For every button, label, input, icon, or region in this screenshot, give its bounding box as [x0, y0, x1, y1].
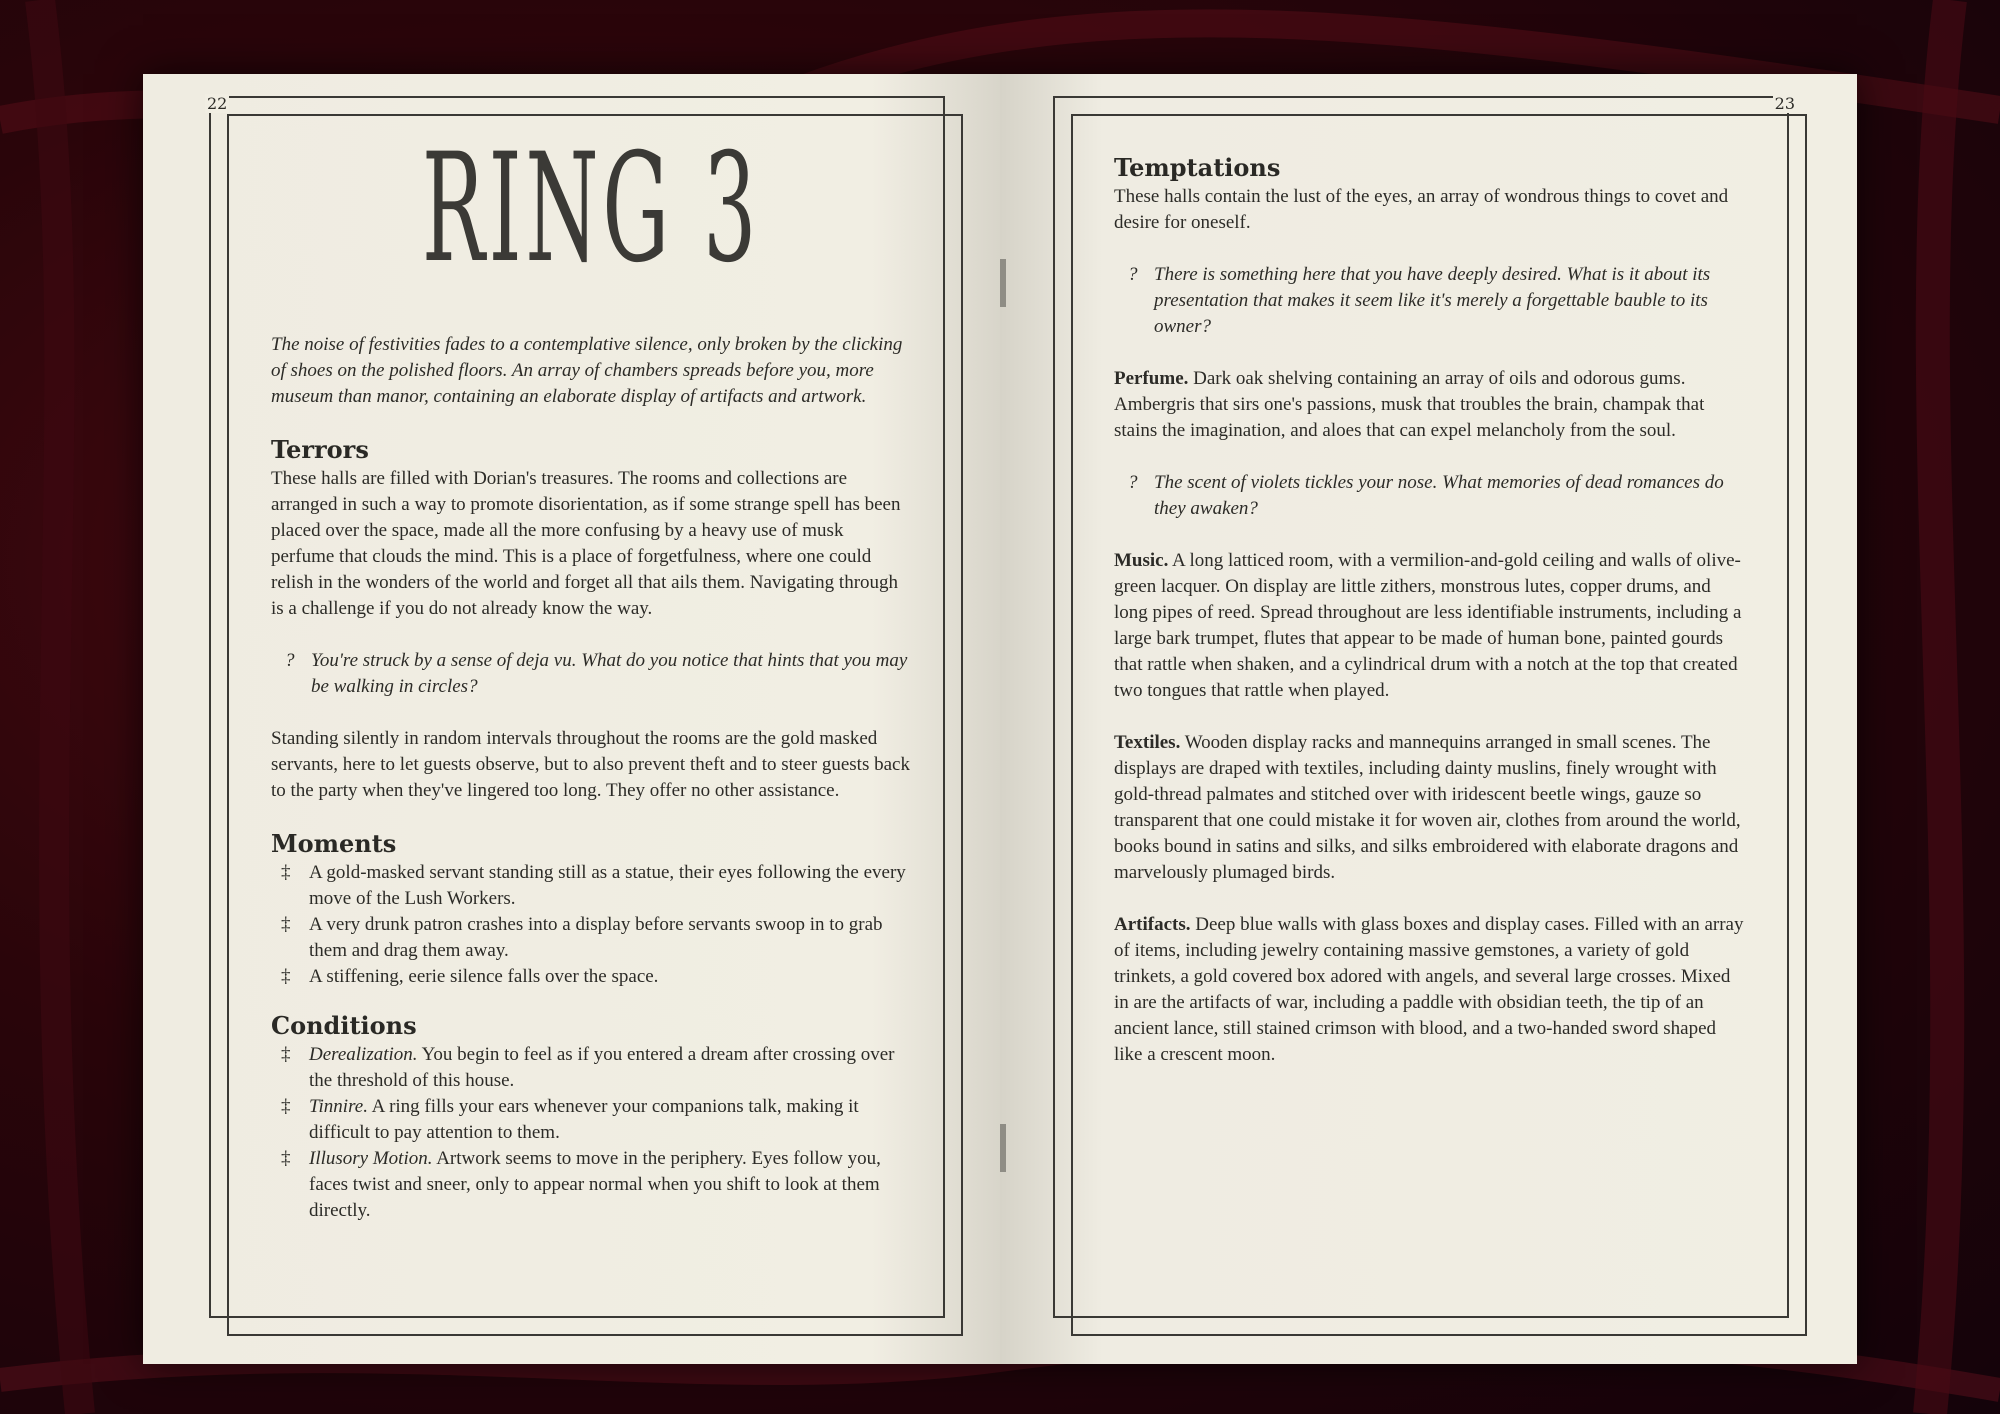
question-mark-icon: ?: [1128, 264, 1138, 285]
terrors-prompt: [285, 648, 911, 700]
condition-name: Illusory Motion.: [309, 1148, 433, 1169]
temptations-prompt: [1128, 262, 1744, 340]
entry-text: Dark oak shelving containing an array of oils and odorous gums. Ambergris that sirs one's passions, musk that troubles the brain, champak that stains the imagination, and aloes that can expel melancholy from the soul.: [1114, 368, 1705, 441]
chapter-title: RING 3: [421, 122, 761, 296]
list-item-text: A stiffening, eerie silence falls over the space.: [309, 966, 659, 987]
condition-name: Derealization.: [309, 1044, 418, 1065]
open-booklet: [143, 74, 1857, 1364]
dagger-icon: ‡: [281, 966, 291, 987]
list-item-text: A gold-masked servant standing still as a statue, their eyes following the every move of the Lush Workers.: [309, 862, 906, 909]
section-heading-conditions: Conditions: [271, 1011, 417, 1040]
list-item-text: [309, 1042, 911, 1094]
section-heading-moments: Moments: [271, 829, 397, 858]
left-page-content: [271, 122, 911, 1246]
dagger-icon: ‡: [281, 1096, 291, 1117]
dagger-icon: ‡: [281, 862, 291, 883]
condition-text: A ring fills your ears whenever your companions talk, making it difficult to pay attention to them.: [309, 1096, 859, 1143]
music-entry: [1114, 548, 1744, 704]
entry-title: Perfume.: [1114, 368, 1189, 389]
conditions-list: [271, 1042, 911, 1224]
intro-paragraph: The noise of festivities fades to a contemplative silence, only broken by the clicking of shoes on the polished floors. An array of chambers spreads before you, more museum than manor, containing an elaborate display of artifacts and artwork.: [271, 334, 903, 407]
dagger-icon: ‡: [281, 1044, 291, 1065]
prompt-text: There is something here that you have deeply desired. What is it about its presentation that makes it seem like it's merely a forgettable bauble to its owner?: [1154, 264, 1711, 337]
terrors-body: These halls are filled with Dorian's treasures. The rooms and collections are arranged in such a way to promote disorientation, as if some strange spell has been placed over the space, made all the more confusing by a heavy use of musk perfume that clouds the mind. This is a place of forgetfulness, where one could relish in the wonders of the world and forget all that ails them. Navigating through is a challenge if you do not already know the way.: [271, 468, 901, 619]
list-item: [271, 860, 911, 912]
left-page: [143, 74, 1000, 1364]
page-number: 22: [207, 94, 228, 113]
section-heading-terrors: Terrors: [271, 435, 369, 464]
entry-title: Artifacts.: [1114, 914, 1191, 935]
list-item-text: [309, 1094, 911, 1146]
list-item: [271, 912, 911, 964]
list-item-text: A very drunk patron crashes into a display before servants swoop in to grab them and drag them away.: [309, 914, 883, 961]
staple: [1000, 1124, 1006, 1172]
temptations-body: These halls contain the lust of the eyes, an array of wondrous things to covet and desire for oneself.: [1114, 186, 1729, 233]
textiles-entry: [1114, 730, 1744, 886]
condition-text: Artwork seems to move in the periphery. Eyes follow you, faces twist and sneer, only to appear normal when you shift to look at them directly.: [309, 1148, 881, 1221]
list-item-text: [309, 1146, 911, 1224]
dagger-icon: ‡: [281, 1148, 291, 1169]
moments-list: [271, 860, 911, 990]
page-number: 23: [1774, 94, 1795, 113]
prompt-text: You're struck by a sense of deja vu. What do you notice that hints that you may be walking in circles?: [311, 650, 908, 697]
list-item: [271, 1146, 911, 1224]
right-page-content: [1114, 154, 1744, 1094]
entry-text: Deep blue walls with glass boxes and display cases. Filled with an array of items, including jewelry containing massive gemstones, a variety of gold trinkets, a gold covered box adored with angels, and several large crosses. Mixed in are the artifacts of war, including a paddle with obsidian teeth, the tip of an ancient lance, still stained crimson with blood, and a two-handed sword shaped like a crescent moon.: [1114, 914, 1744, 1065]
list-item: [271, 1094, 911, 1146]
perfume-entry: [1114, 366, 1744, 444]
entry-title: Music.: [1114, 550, 1169, 571]
entry-text: A long latticed room, with a vermilion-and-gold ceiling and walls of olive-green lacquer. On display are little zithers, monstrous lutes, copper drums, and long pipes of reed. Spread throughout are less identifiable instruments, including a large bark trumpet, flutes that appear to be made of human bone, painted gourds that rattle when shaken, and a cylindrical drum with a notch at the top that created two tongues that rattle when played.: [1114, 550, 1742, 701]
prompt-text: The scent of violets tickles your nose. What memories of dead romances do they awaken?: [1154, 472, 1724, 519]
entry-text: Wooden display racks and mannequins arranged in small scenes. The displays are draped with textiles, including dainty muslins, finely wrought with gold-thread palmates and stitched over with iridescent beetle wings, gauze so transparent that one could mistake it for woven air, clothes from around the world, books bound in satins and silks, and silks embroidered with elaborate dragons and marvelously plumaged birds.: [1114, 732, 1741, 883]
artifacts-entry: [1114, 912, 1744, 1068]
list-item: [271, 1042, 911, 1094]
condition-name: Tinnire.: [309, 1096, 368, 1117]
terrors-body-2: Standing silently in random intervals throughout the rooms are the gold masked servants, here to let guests observe, but to also prevent theft and to steer guests back to the party when they've lingered too long. They offer no other assistance.: [271, 728, 910, 801]
question-mark-icon: ?: [285, 650, 295, 671]
section-heading-temptations: Temptations: [1114, 153, 1281, 182]
entry-title: Textiles.: [1114, 732, 1181, 753]
right-page: [1000, 74, 1857, 1364]
perfume-prompt: [1128, 470, 1744, 522]
condition-text: You begin to feel as if you entered a dream after crossing over the threshold of this house.: [309, 1044, 895, 1091]
list-item: [271, 964, 911, 990]
question-mark-icon: ?: [1128, 472, 1138, 493]
staple: [1000, 259, 1006, 307]
dagger-icon: ‡: [281, 914, 291, 935]
